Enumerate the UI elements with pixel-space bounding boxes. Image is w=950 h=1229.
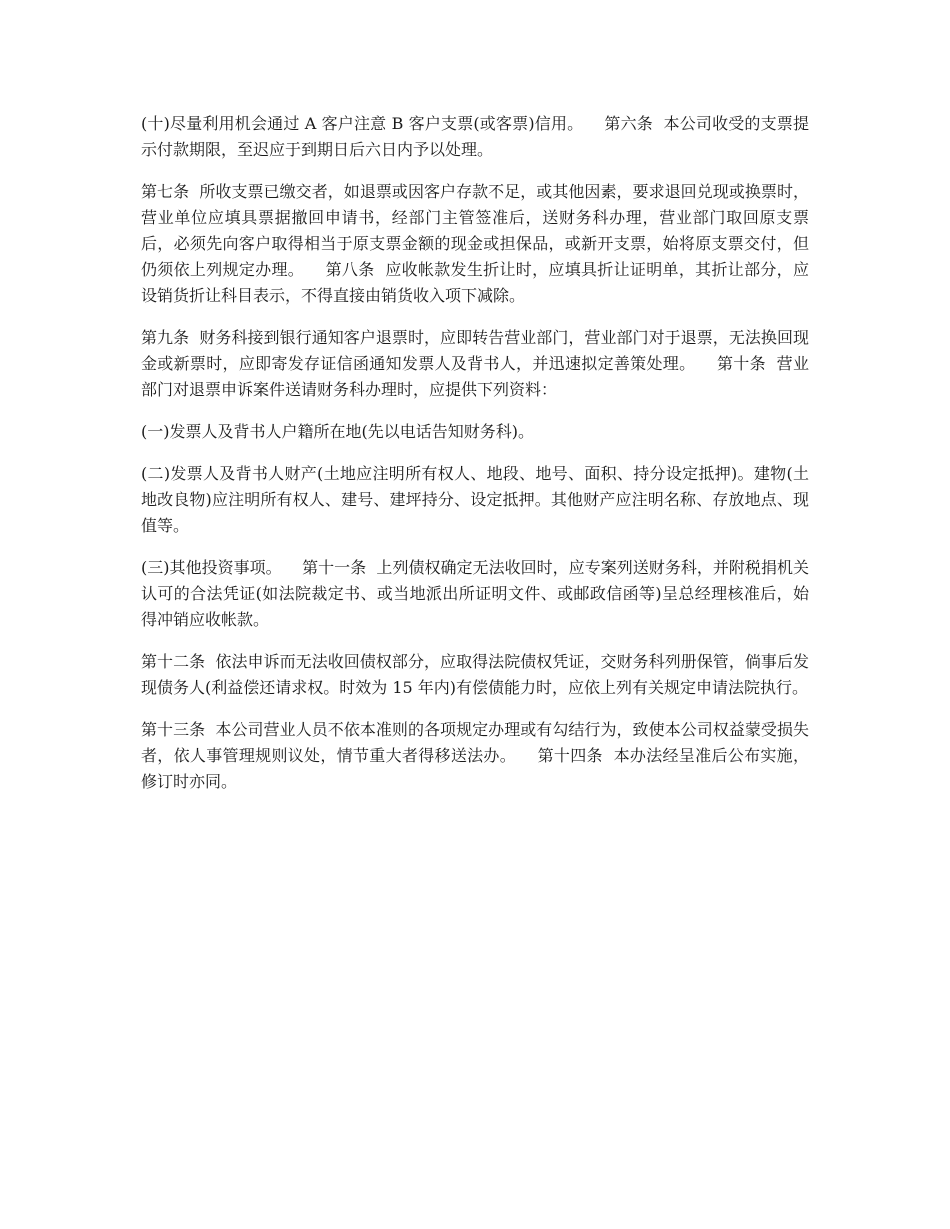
paragraph-3: 第九条 财务科接到银行通知客户退票时，应即转告营业部门，营业部门对于退票，无法换回现金或新票时，应即寄发存证信函通知发票人及背书人，并迅速拟定善策处理。 第十条 营业部门对退票申诉案件送请财务科办理时，应提供下列资料： bbox=[141, 328, 809, 399]
paragraph-7: 第十二条 依法申诉而无法收回债权部分，应取得法院债权凭证，交财务科列册保管，倘事后发现债务人(利益偿还请求权。时效为 15 年内)有偿债能力时，应依上列有关规定申请法院执行。 bbox=[141, 652, 809, 697]
document-body bbox=[141, 111, 809, 811]
paragraph-4: (一)发票人及背书人户籍所在地(先以电话告知财务科)。 bbox=[141, 422, 534, 441]
paragraph-8: 第十三条 本公司营业人员不依本准则的各项规定办理或有勾结行为，致使本公司权益蒙受损失者，依人事管理规则议处，情节重大者得移送法办。 第十四条 本办法经呈准后公布实施，修订时亦同。 bbox=[141, 720, 809, 791]
paragraph-5: (二)发票人及背书人财产(土地应注明所有权人、地段、地号、面积、持分设定抵押)。建物(土地改良物)应注明所有权人、建号、建坪持分、设定抵押。其他财产应注明名称、存放地点、现值等。 bbox=[141, 464, 809, 535]
paragraph-1: (十)尽量利用机会通过 A 客户注意 B 客户支票(或客票)信用。 第六条 本公司收受的支票提示付款期限，至迟应于到期日后六日内予以处理。 bbox=[141, 114, 809, 159]
paragraph-6: (三)其他投资事项。 第十一条 上列债权确定无法收回时，应专案列送财务科，并附税捐机关认可的合法凭证(如法院裁定书、或当地派出所证明文件、或邮政信函等)呈总经理核准后，始得冲销应收帐款。 bbox=[141, 558, 809, 629]
paragraph-2: 第七条 所收支票已缴交者，如退票或因客户存款不足，或其他因素，要求退回兑现或换票时，营业单位应填具票据撤回申请书，经部门主管签准后，送财务科办理，营业部门取回原支票后，必须先向客户取得相当于原支票金额的现金或担保品，或新开支票，始将原支票交付，但仍须依上列规定办理。 第八条 应收帐款发生折让时，应填具折让证明单，其折让部分，应设销货折让科目表示，不得直接由销货收入项下减除。 bbox=[141, 182, 809, 305]
